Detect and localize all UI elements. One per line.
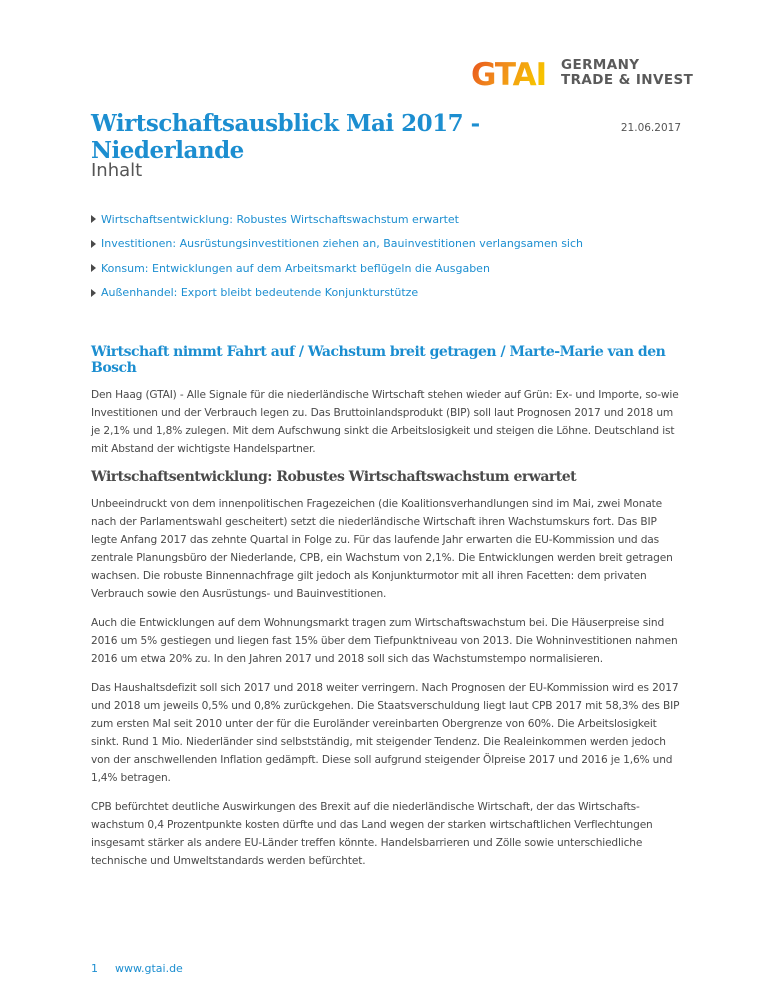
toc-item[interactable]	[91, 232, 583, 257]
toc-link[interactable]: Außenhandel: Export bleibt bedeutende Konjunkturstütze	[101, 286, 419, 300]
toc-item[interactable]	[91, 207, 583, 232]
section-heading: Wirtschaftsentwicklung: Robustes Wirtschaftswachstum erwartet	[91, 469, 577, 485]
body-paragraph: CPB befürchtet deutliche Auswirkungen des Brexit auf die niederländische Wirtschaft, der das Wirtschafts-wachstum 0,4 Prozentpunkte kosten dürfte und das Land wegen der starken wirtschaftlichen Verflechtungen insgesamt stärker als andere EU-Länder treffen könnte. Handelsbarrieren und Zölle sowie unterschiedliche technische und Umweltstandards werden befürchtet.	[91, 801, 653, 867]
gtai-logo[interactable]	[471, 55, 693, 91]
triangle-right-icon	[91, 240, 96, 248]
page-number: 1	[91, 962, 98, 975]
document-title: Wirtschaftsausblick Mai 2017 - Niederlande	[91, 110, 480, 164]
body-paragraph: Auch die Entwicklungen auf dem Wohnungsmarkt tragen zum Wirtschaftswachstum bei. Die Häuserpreise sind 2016 um 5% gestiegen und liegen fast 15% über dem Tiefpunktniveau von 2013. Die Wohninvestitionen nahmen 2016 um etwa 20% zu. In den Jahren 2017 und 2018 soll sich das Wachstumstempo normalisieren.	[91, 617, 678, 665]
document-date: 21.06.2017	[620, 122, 681, 134]
gtai-wordmark-icon	[471, 58, 551, 88]
gtai-logo-mark	[471, 57, 551, 89]
toc-item[interactable]	[91, 256, 583, 281]
economic-development-section	[91, 469, 681, 881]
toc-item[interactable]	[91, 281, 583, 306]
logo-line-1: GERMANY	[561, 57, 640, 73]
title-row	[91, 110, 681, 164]
triangle-right-icon	[91, 289, 96, 297]
toc-link[interactable]: Konsum: Entwicklungen auf dem Arbeitsmarkt beflügeln die Ausgaben	[101, 261, 490, 275]
toc-link[interactable]: Investitionen: Ausrüstungsinvestitionen ziehen an, Bauinvestitionen verlangsamen sich	[101, 237, 584, 251]
page-footer	[91, 962, 183, 975]
body-paragraph: Das Haushaltsdefizit soll sich 2017 und 2018 weiter verringern. Nach Prognosen der EU-Kommission wird es 2017 und 2018 um jeweils 0,5% und 0,8% zurückgehen. Die Staatsverschuldung liegt laut CPB 2017 mit 58,3% des BIP zum ersten Mal seit 2010 unter der für die Euroländer vereinbarten Obergrenze von 60%. Die Arbeitslosigkeit sinkt. Rund 1 Mio. Niederländer sind selbstständig, mit steigender Tendenz. Die Realeinkommen werden jedoch von der anschwellenden Inflation gedämpft. Diese soll aufgrund steigender Ölpreise 2017 und 2016 je 1,6% und 1,4% betragen.	[91, 682, 680, 784]
body-paragraph: Unbeeindruckt von dem innenpolitischen Fragezeichen (die Koalitionsverhandlungen sind im Mai, zwei Monate nach der Parlamentswahl gescheitert) setzt die niederländische Wirtschaft ihren Wachstumskurs fort. Das BIP legte Anfang 2017 das zehnte Quartal in Folge zu. Für das laufende Jahr erwarten die EU-Kommission und das zentrale Planungsbüro der Niederlande, CPB, ein Wachstum von 2,1%. Die Entwicklungen werden breit getragen wachsen. Die robuste Binnennachfrage gilt jedoch als Konjunkturmotor mit all ihren Facetten: dem privaten Verbrauch sowie den Ausrüstungs- und Bauinvestitionen.	[91, 498, 673, 600]
svg-text:GTAI: GTAI	[471, 58, 547, 88]
toc-heading: Inhalt	[91, 160, 143, 181]
website-link[interactable]: www.gtai.de	[115, 962, 183, 975]
triangle-right-icon	[91, 215, 96, 223]
intro-heading: Wirtschaft nimmt Fahrt auf / Wachstum breit getragen / Marte-Marie van den Bosch	[91, 344, 666, 376]
intro-section	[91, 344, 681, 469]
logo-line-2: TRADE & INVEST	[561, 72, 694, 88]
gtai-logo-text	[561, 58, 693, 88]
triangle-right-icon	[91, 264, 96, 272]
toc-link[interactable]: Wirtschaftsentwicklung: Robustes Wirtschaftswachstum erwartet	[101, 212, 459, 226]
intro-paragraph: Den Haag (GTAI) - Alle Signale für die niederländische Wirtschaft stehen wieder auf Grün: Ex- und Importe, so-wie Investitionen und der Verbrauch legen zu. Das Bruttoinlandsprodukt (BIP) soll laut Prognosen 2017 und 2018 um je 2,1% und 1,8% zulegen. Mit dem Aufschwung sinkt die Arbeitslosigkeit und steigen die Löhne. Deutschland ist mit Abstand der wichtigste Handelspartner.	[91, 389, 679, 455]
table-of-contents	[91, 207, 583, 305]
